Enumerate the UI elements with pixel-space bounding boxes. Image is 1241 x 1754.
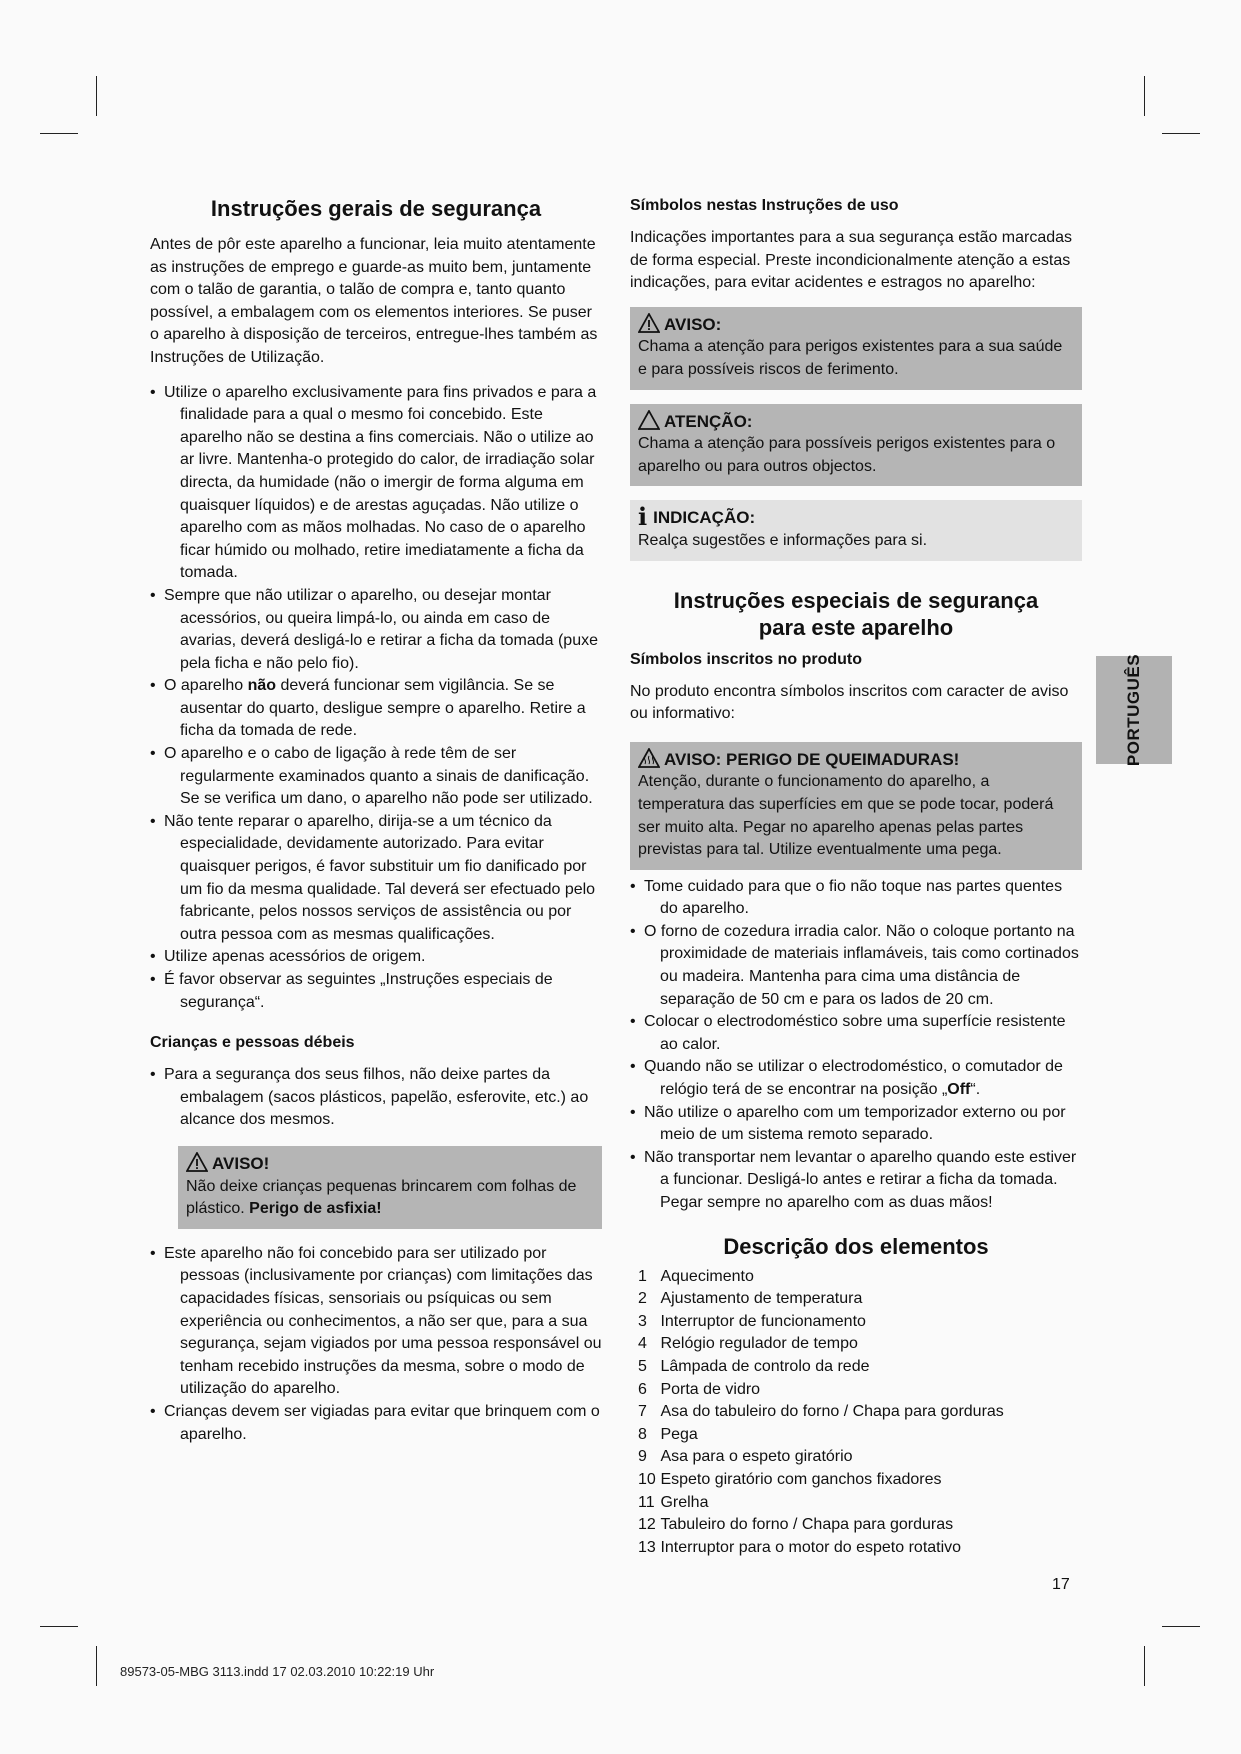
list-item: • O forno de cozedura irradia calor. Não o coloque portanto na proximidade de materiais inflamáveis, tais como cortinados ou madeira. Mantenha para cima uma distância de separação de 50 cm e para os lados de 20 cm. (630, 921, 1082, 1011)
parts-title: Descrição dos elementos (723, 1233, 989, 1259)
general-safety-list (150, 382, 602, 1015)
part-label: Asa para o espeto giratório (660, 1448, 853, 1466)
product-symbols-heading: Símbolos inscritos no produto (630, 650, 862, 668)
print-footer: 89573-05-MBG 3113.indd 17 02.03.2010 10:22:19 Uhr (120, 1664, 435, 1679)
list-item (630, 1056, 1082, 1101)
part-label: Lâmpada de controlo da rede (660, 1357, 870, 1375)
crop-mark (40, 1626, 78, 1627)
list-item-text: O aparelho (164, 677, 248, 695)
list-item: • Sempre que não utilizar o aparelho, ou desejar montar acessórios, ou queira limpá-lo, ou ainda em caso de avarias, deverá desligá-lo e retirar a ficha da tomada (puxe pela ficha e não pelo fio). (150, 585, 602, 675)
crop-mark (96, 1646, 97, 1686)
list-item: • Colocar o electrodoméstico sobre uma superfície resistente ao calor. (630, 1011, 1082, 1056)
right-column (630, 195, 1082, 1559)
part-item (638, 1537, 1082, 1560)
part-item (638, 1356, 1082, 1379)
list-item-text: “. (970, 1081, 981, 1099)
aviso-title: AVISO: (664, 314, 722, 334)
list-item-bold: Off (947, 1081, 971, 1099)
children-heading: Crianças e pessoas débeis (150, 1034, 355, 1052)
part-number: 1 (638, 1267, 647, 1285)
indicacao-title: INDICAÇÃO: (653, 508, 756, 528)
list-item: • Não transportar nem levantar o aparelho quando este estiver a funcionar. Desligá-lo antes e retirar a ficha da tomada. Pegar sempre no aparelho com as duas mãos! (630, 1147, 1082, 1215)
children-list (150, 1064, 602, 1132)
burn-title: AVISO: PERIGO DE QUEIMADURAS! (664, 749, 960, 769)
atencao-title-row (638, 410, 1074, 434)
indicacao-title-row (638, 502, 1074, 532)
info-icon: i (638, 502, 648, 532)
part-label: Relógio regulador de tempo (660, 1335, 858, 1353)
aviso-title-row (638, 313, 1074, 337)
symbols-intro: Indicações importantes para a sua segurança estão marcadas de forma especial. Preste incondicionalmente atenção a estas indicações, para evitar acidentes e estragos no aparelho: (630, 229, 1073, 292)
burn-warning-box (630, 742, 1082, 870)
crop-mark (1162, 133, 1200, 134)
product-symbols-intro: No produto encontra símbolos inscritos com caracter de aviso ou informativo: (630, 682, 1069, 723)
burn-text: Atenção, durante o funcionamento do aparelho, a temperatura das superfícies em que se pode tocar, poderá ser muito alta. Pegar no aparelho apenas pelas partes previstas para tal. Utilize eventualmente uma pega. (638, 773, 1054, 859)
caution-triangle-icon (638, 410, 660, 430)
atencao-text: Chama a atenção para possíveis perigos existentes para o aparelho ou para outros objectos. (638, 435, 1056, 475)
warning-triangle-icon (186, 1152, 208, 1172)
part-number: 7 (638, 1403, 647, 1421)
part-number: 12 (638, 1516, 656, 1534)
warning-title: AVISO! (212, 1153, 270, 1173)
symbols-heading: Símbolos nestas Instruções de uso (630, 197, 899, 214)
general-safety-title: Instruções gerais de segurança (210, 196, 542, 221)
part-item (638, 1333, 1082, 1356)
part-item (638, 1401, 1082, 1424)
special-safety-title: Instruções especiais de segurança para este aparelho (673, 587, 1039, 640)
page-number: 17 (1052, 1576, 1070, 1593)
part-label: Asa do tabuleiro do forno / Chapa para gorduras (660, 1403, 1004, 1421)
crop-mark (1162, 1626, 1200, 1627)
part-label: Espeto giratório com ganchos fixadores (660, 1470, 942, 1488)
crop-mark (1144, 1646, 1145, 1686)
list-item: • Este aparelho não foi concebido para ser utilizado por pessoas (inclusivamente por crianças) com limitações das capacidades físicas, sensoriais ou psíquicas ou sem experiência ou conhecimentos, a não ser que, para a sua segurança, sejam vigiados por uma pessoa responsável ou tenham recebido instruções da mesma, sobre o modo de utilização do aparelho. (150, 1243, 602, 1401)
part-number: 11 (638, 1493, 655, 1511)
crop-mark (40, 133, 78, 134)
part-item (638, 1514, 1082, 1537)
language-tab-label: PORTUGUÊS (1124, 653, 1143, 767)
language-tab (1096, 653, 1172, 767)
list-item: • O aparelho e o cabo de ligação à rede têm de ser regularmente examinados quanto a sinais de danificação. Se se verifica um dano, o aparelho não pode ser utilizado. (150, 743, 602, 811)
warning-text: Não deixe crianças pequenas brincarem com folhas de plástico. (186, 1177, 577, 1218)
indicacao-text: Realça sugestões e informações para si. (638, 531, 928, 549)
part-label: Grelha (660, 1493, 709, 1511)
list-item: • É favor observar as seguintes „Instruções especiais de segurança“. (150, 969, 602, 1014)
part-item (638, 1266, 1082, 1289)
list-item: • Não utilize o aparelho com um temporizador externo ou por meio de um sistema remoto separado. (630, 1102, 1082, 1147)
part-label: Porta de vidro (660, 1380, 761, 1398)
list-item-text: Quando não se utilizar o electrodoméstico, o comutador de relógio terá de se encontrar na posição „ (644, 1058, 1063, 1099)
part-item (638, 1311, 1082, 1334)
intro-paragraph: Antes de pôr este aparelho a funcionar, leia muito atentamente as instruções de emprego e guarde-as muito bem, juntamente com o talão de garantia, o talão de compra e, tanto quanto possível, a embalagem com os elementos interiores. Se puser o aparelho à disposição de terceiros, entregue-lhes também as Instruções de Utilização. (150, 236, 598, 366)
parts-list (630, 1266, 1082, 1560)
part-number: 5 (638, 1357, 647, 1375)
aviso-box (630, 307, 1082, 390)
part-item (638, 1288, 1082, 1311)
part-item (638, 1469, 1082, 1492)
part-label: Interruptor para o motor do espeto rotativo (660, 1538, 962, 1556)
part-number: 13 (638, 1538, 656, 1556)
list-item-text: deverá funcionar sem vigilância. Se se ausentar do quarto, desligue sempre o aparelho. Retire a ficha da tomada de rede. (180, 677, 586, 740)
part-number: 3 (638, 1312, 647, 1330)
crop-mark (1144, 76, 1145, 116)
part-number: 2 (638, 1290, 647, 1308)
part-item (638, 1446, 1082, 1469)
warning-box-asphyxia (178, 1146, 602, 1229)
part-label: Interruptor de funcionamento (660, 1312, 866, 1330)
part-item (638, 1424, 1082, 1447)
list-item-bold: não (247, 677, 277, 695)
warning-triangle-icon (638, 313, 660, 333)
part-label: Pega (660, 1425, 698, 1443)
warning-title-row (186, 1152, 594, 1176)
crop-mark (96, 76, 97, 116)
aviso-text: Chama a atenção para perigos existentes para a sua saúde e para possíveis riscos de ferimento. (638, 338, 1063, 378)
burn-title-row (638, 748, 1074, 772)
part-number: 6 (638, 1380, 647, 1398)
list-item: • Utilize o aparelho exclusivamente para fins privados e para a finalidade para a qual o mesmo foi concebido. Este aparelho não se destina a fins comerciais. Não o utilize ao ar livre. Mantenha-o protegido do calor, de irradiação solar directa, da humidade (não o imergir de forma alguma em quaisquer líquidos) e de arestas aguçadas. Não utilize o aparelho com as mãos molhadas. No caso de o aparelho ficar húmido ou molhado, retire imediatamente a ficha da tomada. (150, 382, 602, 585)
part-label: Aquecimento (660, 1267, 754, 1285)
hot-surface-icon (638, 748, 660, 768)
list-item: • Tome cuidado para que o fio não toque nas partes quentes do aparelho. (630, 876, 1082, 921)
part-number: 4 (638, 1335, 647, 1353)
list-item: • Para a segurança dos seus filhos, não deixe partes da embalagem (sacos plásticos, papelão, esferovite, etc.) ao alcance dos mesmos. (150, 1064, 602, 1132)
atencao-title: ATENÇÃO: (664, 411, 753, 431)
children-list-2 (150, 1243, 602, 1446)
atencao-box (630, 404, 1082, 487)
list-item: • Crianças devem ser vigiadas para evitar que brinquem com o aparelho. (150, 1401, 602, 1446)
part-number: 9 (638, 1448, 647, 1466)
part-item (638, 1379, 1082, 1402)
part-number: 8 (638, 1425, 647, 1443)
warning-bold: Perigo de asfixia! (249, 1200, 382, 1218)
list-item (150, 675, 602, 743)
part-item (638, 1492, 1082, 1515)
part-label: Tabuleiro do forno / Chapa para gorduras (660, 1516, 954, 1534)
indicacao-box (630, 500, 1082, 560)
special-safety-list (630, 876, 1082, 1215)
left-column (150, 195, 602, 1458)
list-item: • Utilize apenas acessórios de origem. (150, 946, 602, 969)
part-number: 10 (638, 1470, 656, 1488)
part-label: Ajustamento de temperatura (660, 1290, 863, 1308)
list-item: • Não tente reparar o aparelho, dirija-se a um técnico da especialidade, devidamente autorizado. Para evitar quaisquer perigos, é favor substituir um fio danificado por um fio da mesma qualidade. Tal deverá ser efectuado pelo fabricante, pelos nossos serviços de assistência ou por outra pessoa com as mesmas qualificações. (150, 811, 602, 947)
